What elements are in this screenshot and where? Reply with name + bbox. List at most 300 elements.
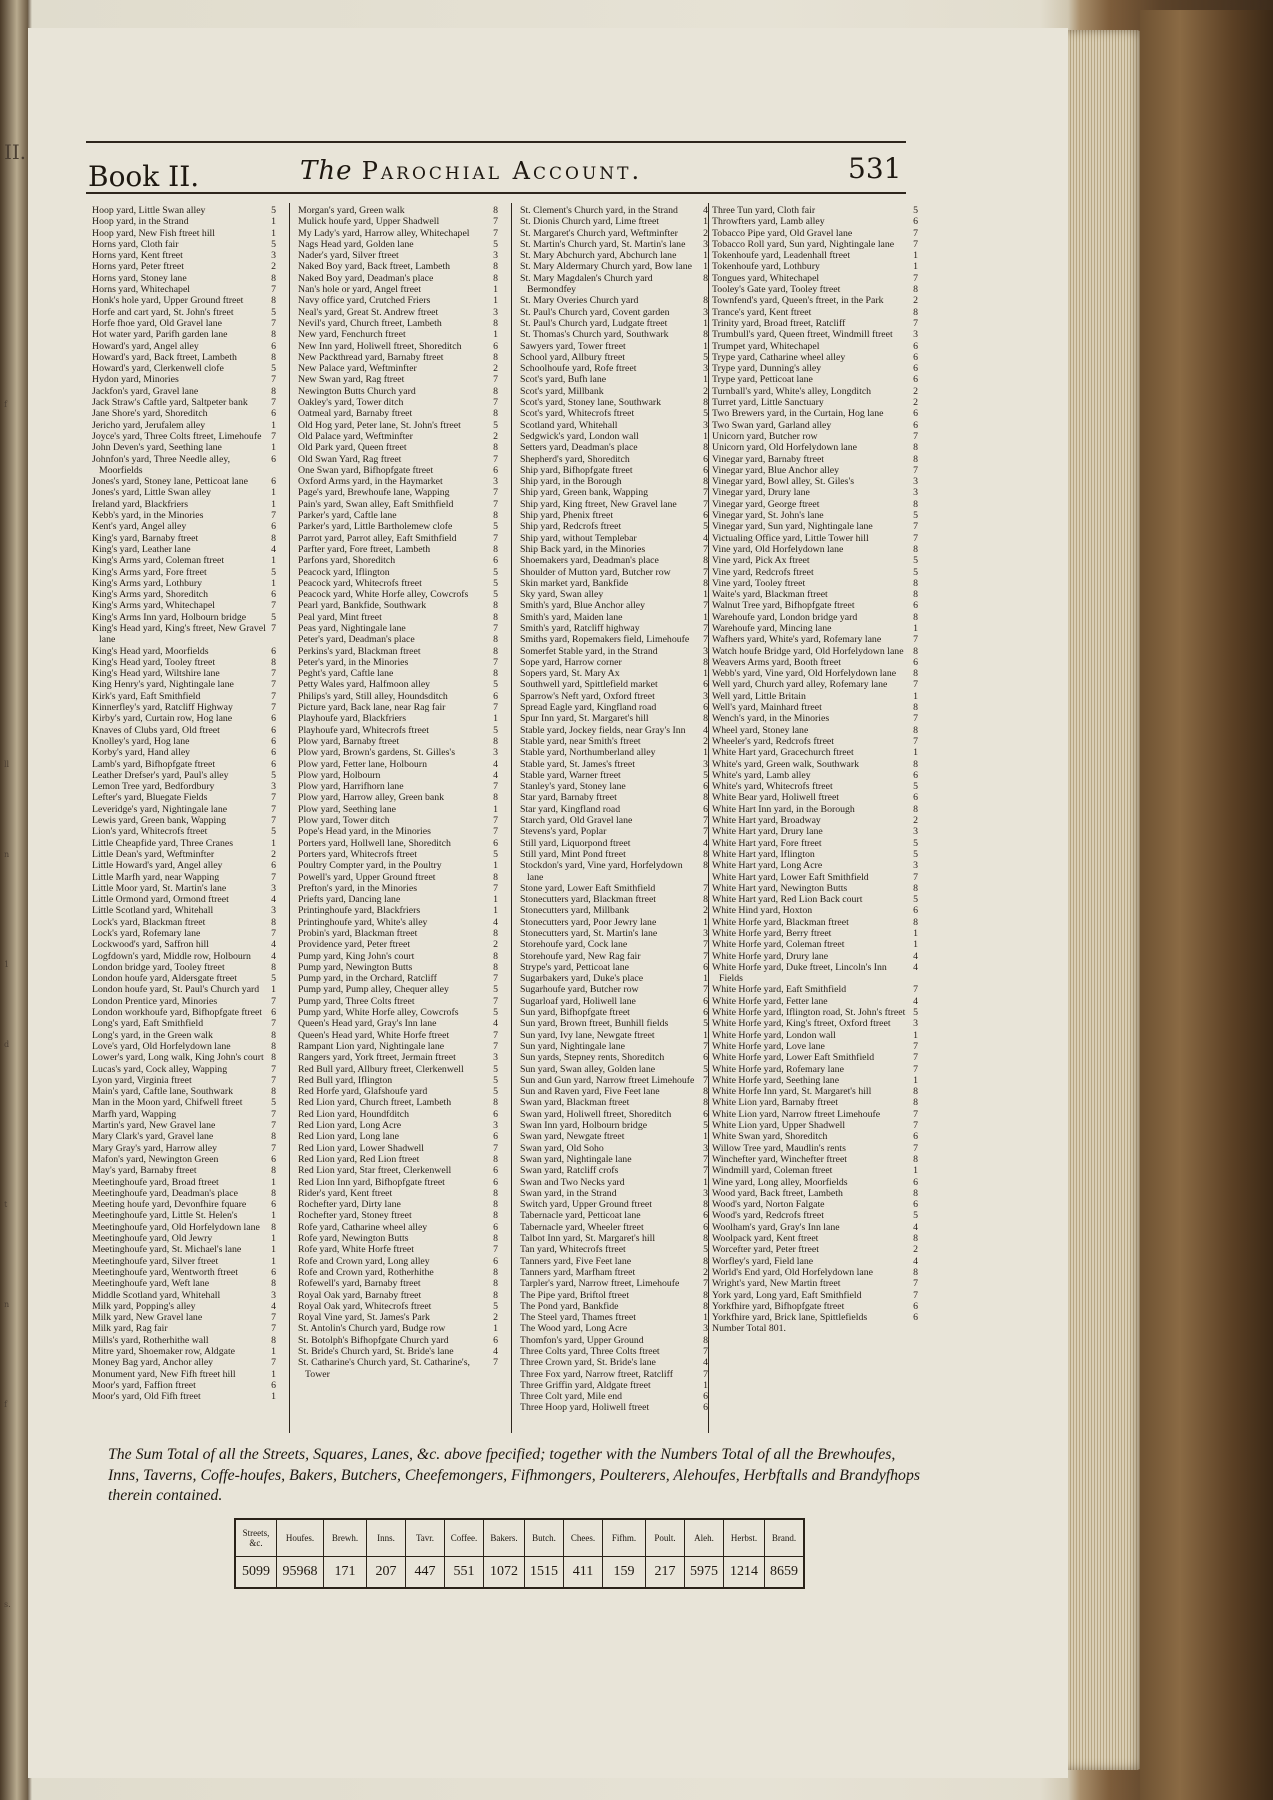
entry-name: Little Scotland yard, Whitehall [92,905,214,917]
totals-header-row [235,1519,804,1557]
entry-number: 5 [271,363,276,375]
directory-entry [298,838,498,849]
directory-entry [712,228,918,239]
entry-number: 7 [271,995,276,1007]
entry-number: 8 [703,1334,708,1346]
entry-number: 7 [913,317,918,329]
directory-entry [298,578,498,589]
directory-entry [520,510,708,521]
directory-entry [712,216,918,227]
directory-entry [520,431,708,442]
entry-name: Trumpet yard, Whitechapel [712,340,820,352]
column-rule [289,203,290,1433]
directory-entry [298,747,498,758]
directory-entry [298,374,498,385]
entry-number: 6 [913,656,918,668]
directory-entry [712,883,918,894]
directory-entry [712,1233,918,1244]
directory-entry [298,725,498,736]
entry-number: 7 [271,702,276,714]
entry-number: 1 [271,442,276,454]
entry-name: Tabernacle yard, Wheeler ftreet [520,1221,644,1233]
entry-name: Peter's yard, in the Minories [298,656,409,668]
entry-number: 8 [703,329,708,341]
directory-entry [520,883,708,894]
entry-number: 7 [271,1108,276,1120]
entry-number: 3 [913,860,918,872]
entry-number: 4 [913,1255,918,1267]
directory-entry [92,883,276,894]
directory-entry [712,1199,918,1210]
directory-entry [92,1312,276,1323]
directory-entry [298,612,498,623]
entry-name: Unicorn yard, Butcher row [712,430,818,442]
entry-name: White Horfe yard, Lower Eaft Smithfield [712,1052,875,1064]
entry-number: 2 [913,1244,918,1256]
directory-entry [298,1222,498,1233]
entry-number: 8 [703,1199,708,1211]
entry-name: Jones's yard, Little Swan alley [92,487,212,499]
directory-entry [298,1346,498,1357]
entry-number: 7 [703,1040,708,1052]
entry-name: Trype yard, Petticoat lane [712,374,813,386]
entry-number: 6 [271,589,276,601]
entry-number: 7 [913,227,918,239]
entry-number: 1 [703,317,708,329]
entry-name: Red Lion Inn yard, Bifhopfgate ftreet [298,1176,445,1188]
entry-number: 5 [271,973,276,985]
entry-number: 3 [913,487,918,499]
entry-name: Ship Back yard, in the Minories [520,543,646,555]
entry-name: Long's yard, in the Green walk [92,1029,213,1041]
entry-name: King's yard, Barnaby ftreet [92,532,199,544]
entry-name: Nan's hole or yard, Angel ftreet [298,284,422,296]
entry-number: 8 [493,510,498,522]
entry-number: 6 [493,1334,498,1346]
directory-entry [298,713,498,724]
entry-number: 7 [271,622,276,634]
directory-entry [712,374,918,385]
entry-name: Well yard, Church yard alley, Rofemary lane [712,679,888,691]
entry-number: 7 [271,1312,276,1324]
entry-number: 6 [703,1210,708,1222]
entry-name: Royal Oak yard, Whitecrofs ftreet [298,1300,432,1312]
totals-value-cell: 159 [603,1557,646,1589]
entry-number: 7 [703,498,708,510]
entry-name: Wheeler's yard, Redcrofs ftreet [712,735,834,747]
directory-entry [712,352,918,363]
directory-entry [520,1278,708,1289]
entry-number: 7 [703,566,708,578]
entry-number: 1 [271,1244,276,1256]
entry-number: 7 [493,216,498,228]
directory-entry [92,1131,276,1142]
entry-name: Well yard, Little Britain [712,690,806,702]
entry-name: Sun yard, Nightingale lane [520,1040,626,1052]
entry-number: 3 [703,690,708,702]
entry-name: Printinghoufe yard, White's alley [298,916,428,928]
directory-entry [712,307,918,318]
entry-name: Pump yard, Three Colts ftreet [298,995,415,1007]
directory-entry [298,623,498,634]
directory-entry [712,1222,918,1233]
entry-number: 8 [271,329,276,341]
entry-name: Waite's yard, Blackman ftreet [712,589,828,601]
directory-entry [712,623,918,634]
entry-name: Three Hoop yard, Holiwell ftreet [520,1402,650,1414]
entry-name: Tobacco Roll yard, Sun yard, Nightingale lane [712,238,895,250]
entry-number: 2 [703,905,708,917]
directory-entry [712,295,918,306]
totals-header-cell: Brewh. [324,1519,367,1557]
entry-number: 8 [913,543,918,555]
directory-entry [712,860,918,871]
entry-name: King's Head yard, King's ftreet, New Gravel lane [92,622,266,646]
directory-entry [712,442,918,453]
entry-number: 5 [913,781,918,793]
entry-name: King's Arms yard, Fore ftreet [92,566,207,578]
entry-number: 7 [271,600,276,612]
entry-name: Swan and Two Necks yard [520,1176,625,1188]
entry-number: 7 [703,622,708,634]
entry-name: Lewis yard, Green bank, Wapping [92,815,226,827]
entry-number: 1 [493,905,498,917]
entry-number: 7 [493,995,498,1007]
directory-entry [92,397,276,408]
entry-number: 7 [493,487,498,499]
entry-number: 7 [271,1063,276,1075]
directory-entry [520,713,708,724]
directory-entry [298,567,498,578]
entry-number: 8 [913,453,918,465]
entry-name: Oakley's yard, Tower ditch [298,397,404,409]
directory-entry [92,442,276,453]
entry-number: 8 [703,713,708,725]
entry-name: Vinegar yard, Sun yard, Nightingale lane [712,521,873,533]
entry-name: Little Moor yard, St. Martin's lane [92,882,227,894]
directory-entry [92,533,276,544]
entry-name: White Hart yard, Long Acre [712,860,823,872]
entry-number: 7 [493,1142,498,1154]
entry-name: Stockdon's yard, Vine yard, Horfelydown lane [520,860,683,883]
entry-name: Vinegar yard, Blue Anchor alley [712,464,840,476]
entry-number: 7 [271,679,276,691]
entry-name: Lock's yard, Blackman ftreet [92,916,206,928]
directory-entry [92,623,276,646]
entry-number: 4 [703,724,708,736]
entry-name: Royal Vine yard, St. James's Park [298,1312,430,1324]
entry-number: 5 [493,1074,498,1086]
entry-name: Swan Inn yard, Holbourn bridge [520,1120,648,1132]
directory-entry [92,589,276,600]
entry-name: Parfons yard, Shoreditch [298,555,396,567]
entry-name: Rider's yard, Kent ftreet [298,1187,393,1199]
entry-name: Trype yard, Catharine wheel alley [712,351,846,363]
entry-number: 8 [271,656,276,668]
directory-entry [712,1154,918,1165]
entry-name: Woolham's yard, Gray's Inn lane [712,1221,840,1233]
directory-entry [298,487,498,498]
entry-name: Stable yard, St. James's ftreet [520,758,635,770]
entry-name: Swan yard, Old Soho [520,1142,604,1154]
entry-name: Horfe fhoe yard, Old Gravel lane [92,317,223,329]
entry-number: 7 [913,430,918,442]
entry-number: 8 [913,1266,918,1278]
directory-entry [712,1120,918,1131]
directory-entry [520,1267,708,1278]
directory-entry [92,984,276,995]
directory-entry [92,318,276,329]
entry-name: New Inn yard, Holiwell ftreet, Shoreditch [298,340,462,352]
entry-name: World's End yard, Old Horfelydown lane [712,1266,873,1278]
entry-number: 2 [493,363,498,375]
entry-number: 6 [271,645,276,657]
entry-name: Worcefter yard, Peter ftreet [712,1244,819,1256]
entry-name: Vinegar yard, Drury lane [712,487,810,499]
entry-number: 1 [913,690,918,702]
directory-entry [712,1109,918,1120]
directory-entry [92,894,276,905]
entry-name: Wood's yard, Redcrofs ftreet [712,1210,824,1222]
left-page-fragment: 1 [4,960,10,969]
directory-entry [92,273,276,284]
entry-number: 7 [703,939,708,951]
entry-number: 3 [913,329,918,341]
entry-name: Vine yard, Tooley ftreet [712,577,806,589]
entry-name: White's yard, Green walk, Southwark [712,758,860,770]
entry-number: 8 [913,916,918,928]
entry-number: 8 [703,1233,708,1245]
entry-number: 1 [271,1391,276,1403]
entry-number: 4 [493,769,498,781]
entry-number: 7 [703,1345,708,1357]
entry-name: Vine yard, Redcrofs ftreet [712,566,814,578]
entry-name: White Swan yard, Shoreditch [712,1131,828,1143]
directory-entry [712,567,918,578]
entry-name: Nags Head yard, Golden lane [298,238,414,250]
entry-number: 8 [271,1334,276,1346]
entry-name: Little Dean's yard, Weftminfter [92,848,215,860]
entry-number: 8 [271,532,276,544]
entry-number: 8 [493,928,498,939]
entry-number: 7 [913,1108,918,1120]
directory-entry [92,792,276,803]
directory-entry [298,962,498,973]
page-title [300,156,642,186]
entry-number: 1 [703,430,708,442]
entry-number: 6 [703,1007,708,1019]
directory-entry [298,939,498,950]
directory-entry [520,962,708,973]
directory-entry [520,917,708,928]
directory-entry [520,860,708,883]
directory-entry [92,702,276,713]
entry-number: 3 [703,419,708,431]
directory-entry [92,420,276,431]
directory-entry [520,1097,708,1108]
directory-entry [92,996,276,1007]
directory-entry [712,838,918,849]
entry-number: 8 [913,724,918,736]
entry-number: 8 [913,882,918,894]
entry-number: 5 [703,1244,708,1256]
directory-entry [298,1335,498,1346]
entry-name: White Horfe yard, Fetter lane [712,995,828,1007]
entry-number: 7 [913,634,918,646]
entry-number: 5 [493,848,498,860]
directory-entry [520,838,708,849]
entry-name: Joyce's yard, Three Colts ftreet, Limehoufe [92,430,262,442]
entry-number: 6 [913,1131,918,1143]
directory-entry [712,205,918,216]
entry-name: Tokenhoufe yard, Leadenhall ftreet [712,250,851,262]
entry-number: 1 [703,1176,708,1188]
entry-number: 8 [493,272,498,284]
entry-name: Rampant Lion yard, Nightingale lane [298,1040,445,1052]
entry-number: 7 [913,521,918,533]
entry-name: Scot's yard, Bufh lane [520,374,607,386]
entry-number: 1 [493,284,498,296]
entry-number: 4 [913,995,918,1007]
directory-entry [520,984,708,995]
entry-number: 5 [271,769,276,781]
entry-number: 2 [493,939,498,951]
entry-number: 2 [913,385,918,397]
directory-entry [520,1165,708,1176]
entry-number: 7 [493,453,498,465]
entry-number: 2 [271,848,276,860]
left-page-fragment: t [4,1200,8,1209]
directory-entry [520,544,708,555]
directory-entry [712,420,918,431]
directory-entry [92,770,276,781]
entry-name: Tooley's Gate yard, Tooley ftreet [712,284,841,296]
entry-name: Pump yard, Pump alley, Chequer alley [298,984,449,996]
entry-number: 6 [913,769,918,781]
directory-entry [712,1177,918,1188]
entry-number: 7 [493,882,498,894]
directory-entry [520,634,708,645]
entry-name: Queen's Head yard, Gray's Inn lane [298,1018,437,1030]
entry-number: 6 [493,340,498,352]
entry-name: Tongues yard, Whitechapel [712,272,820,284]
entry-number: 3 [271,905,276,917]
entry-number: 7 [493,781,498,793]
header-top-rule [86,141,906,143]
left-page-fragment: s. [4,1600,11,1609]
entry-number: 1 [703,216,708,228]
entry-name: Scot's yard, Stoney lane, Southwark [520,397,662,409]
directory-entry [520,578,708,589]
entry-number: 8 [913,442,918,454]
entry-number: 8 [493,261,498,273]
left-page-fragment: ll [4,760,10,769]
entry-name: Switch yard, Upper Ground ftreet [520,1199,652,1211]
entry-number: 8 [493,205,498,216]
entry-name: Vine yard, Pick Ax ftreet [712,555,810,567]
entry-number: 1 [703,1379,708,1391]
entry-name: Rofe yard, White Horfe ftreet [298,1244,414,1256]
entry-name: St. Martin's Church yard, St. Martin's lane [520,238,686,250]
directory-entry [92,1380,276,1391]
entry-number: 8 [703,1097,708,1109]
entry-name: St. Antolin's Church yard, Budge row [298,1323,446,1335]
entry-name: Somerfet Stable yard, in the Strand [520,645,658,657]
entry-name: Sky yard, Swan alley [520,589,604,601]
entry-name: St. Catharine's Church yard, St. Catharine's, Tower [298,1357,470,1380]
entry-name: Moor's yard, Faffion ftreet [92,1379,196,1391]
entry-number: 7 [703,1074,708,1086]
totals-value-cell: 1515 [525,1557,564,1589]
entry-number: 8 [493,961,498,973]
entry-number: 3 [703,363,708,375]
entry-number: 6 [271,747,276,759]
entry-name: Parker's yard, Caftle lane [298,510,397,522]
directory-entry [92,759,276,770]
entry-name: White Horfe yard, Seething lane [712,1074,840,1086]
entry-name: Little Marfh yard, near Wapping [92,871,220,883]
directory-entry [92,374,276,385]
entry-name: Neal's yard, Great St. Andrew ftreet [298,306,439,318]
entry-number: 8 [271,295,276,307]
entry-name: Wafhers yard, White's yard, Rofemary lane [712,634,882,646]
entry-number: 7 [703,543,708,555]
entry-name: Old Park yard, Queen ftreet [298,442,407,454]
entry-name: London workhoufe yard, Bifhopfgate ftreet [92,1007,263,1019]
entry-name: Jackfon's yard, Gravel lane [92,385,199,397]
directory-entry [92,499,276,510]
entry-number: 8 [271,351,276,363]
entry-number: 1 [271,1255,276,1267]
entry-number: 3 [493,1120,498,1132]
directory-entry [92,1199,276,1210]
entry-name: Peas yard, Nightingale lane [298,622,406,634]
entry-name: Oatmeal yard, Barnaby ftreet [298,408,413,420]
entry-number: 6 [913,363,918,375]
directory-entry [298,872,498,883]
entry-name: Mitre yard, Shoemaker row, Aldgate [92,1345,236,1357]
directory-entry [520,1030,708,1041]
entry-name: Lucas's yard, Cock alley, Wapping [92,1063,228,1075]
entry-name: Red Lion yard, Lower Shadwell [298,1142,424,1154]
entry-name: Logfdown's yard, Middle row, Holbourn [92,950,251,962]
entry-name: Peacock yard, White Horfe alley, Cowcrofs [298,589,469,601]
directory-entry [92,860,276,871]
directory-entry [520,804,708,815]
header-bottom-rule [86,192,906,194]
entry-name: My Lady's yard, Harrow alley, Whitechapel [298,227,470,239]
directory-entry [520,1041,708,1052]
entry-name: St. Bride's Church yard, St. Bride's lane [298,1345,454,1357]
entry-number: 6 [271,724,276,736]
directory-entry [298,307,498,318]
directory-entry [712,1312,918,1323]
entry-number: 3 [271,882,276,894]
totals-header-cell: Coffee. [445,1519,484,1557]
entry-name: Monument yard, New Fifh ftreet hill [92,1368,236,1380]
entry-name: Pope's Head yard, in the Minories [298,826,431,838]
entry-name: Little Cheapfide yard, Three Cranes [92,837,234,849]
directory-entry [92,815,276,826]
entry-number: 6 [913,374,918,386]
entry-number: 7 [913,984,918,996]
directory-entry [520,555,708,566]
entry-name: King's Arms Inn yard, Holbourn bridge [92,611,247,623]
entry-name: Skin market yard, Bankfide [520,577,629,589]
totals-header-cell: Fifhm. [603,1519,646,1557]
totals-header-cell: Bakers. [484,1519,525,1557]
entry-number: 7 [271,815,276,827]
